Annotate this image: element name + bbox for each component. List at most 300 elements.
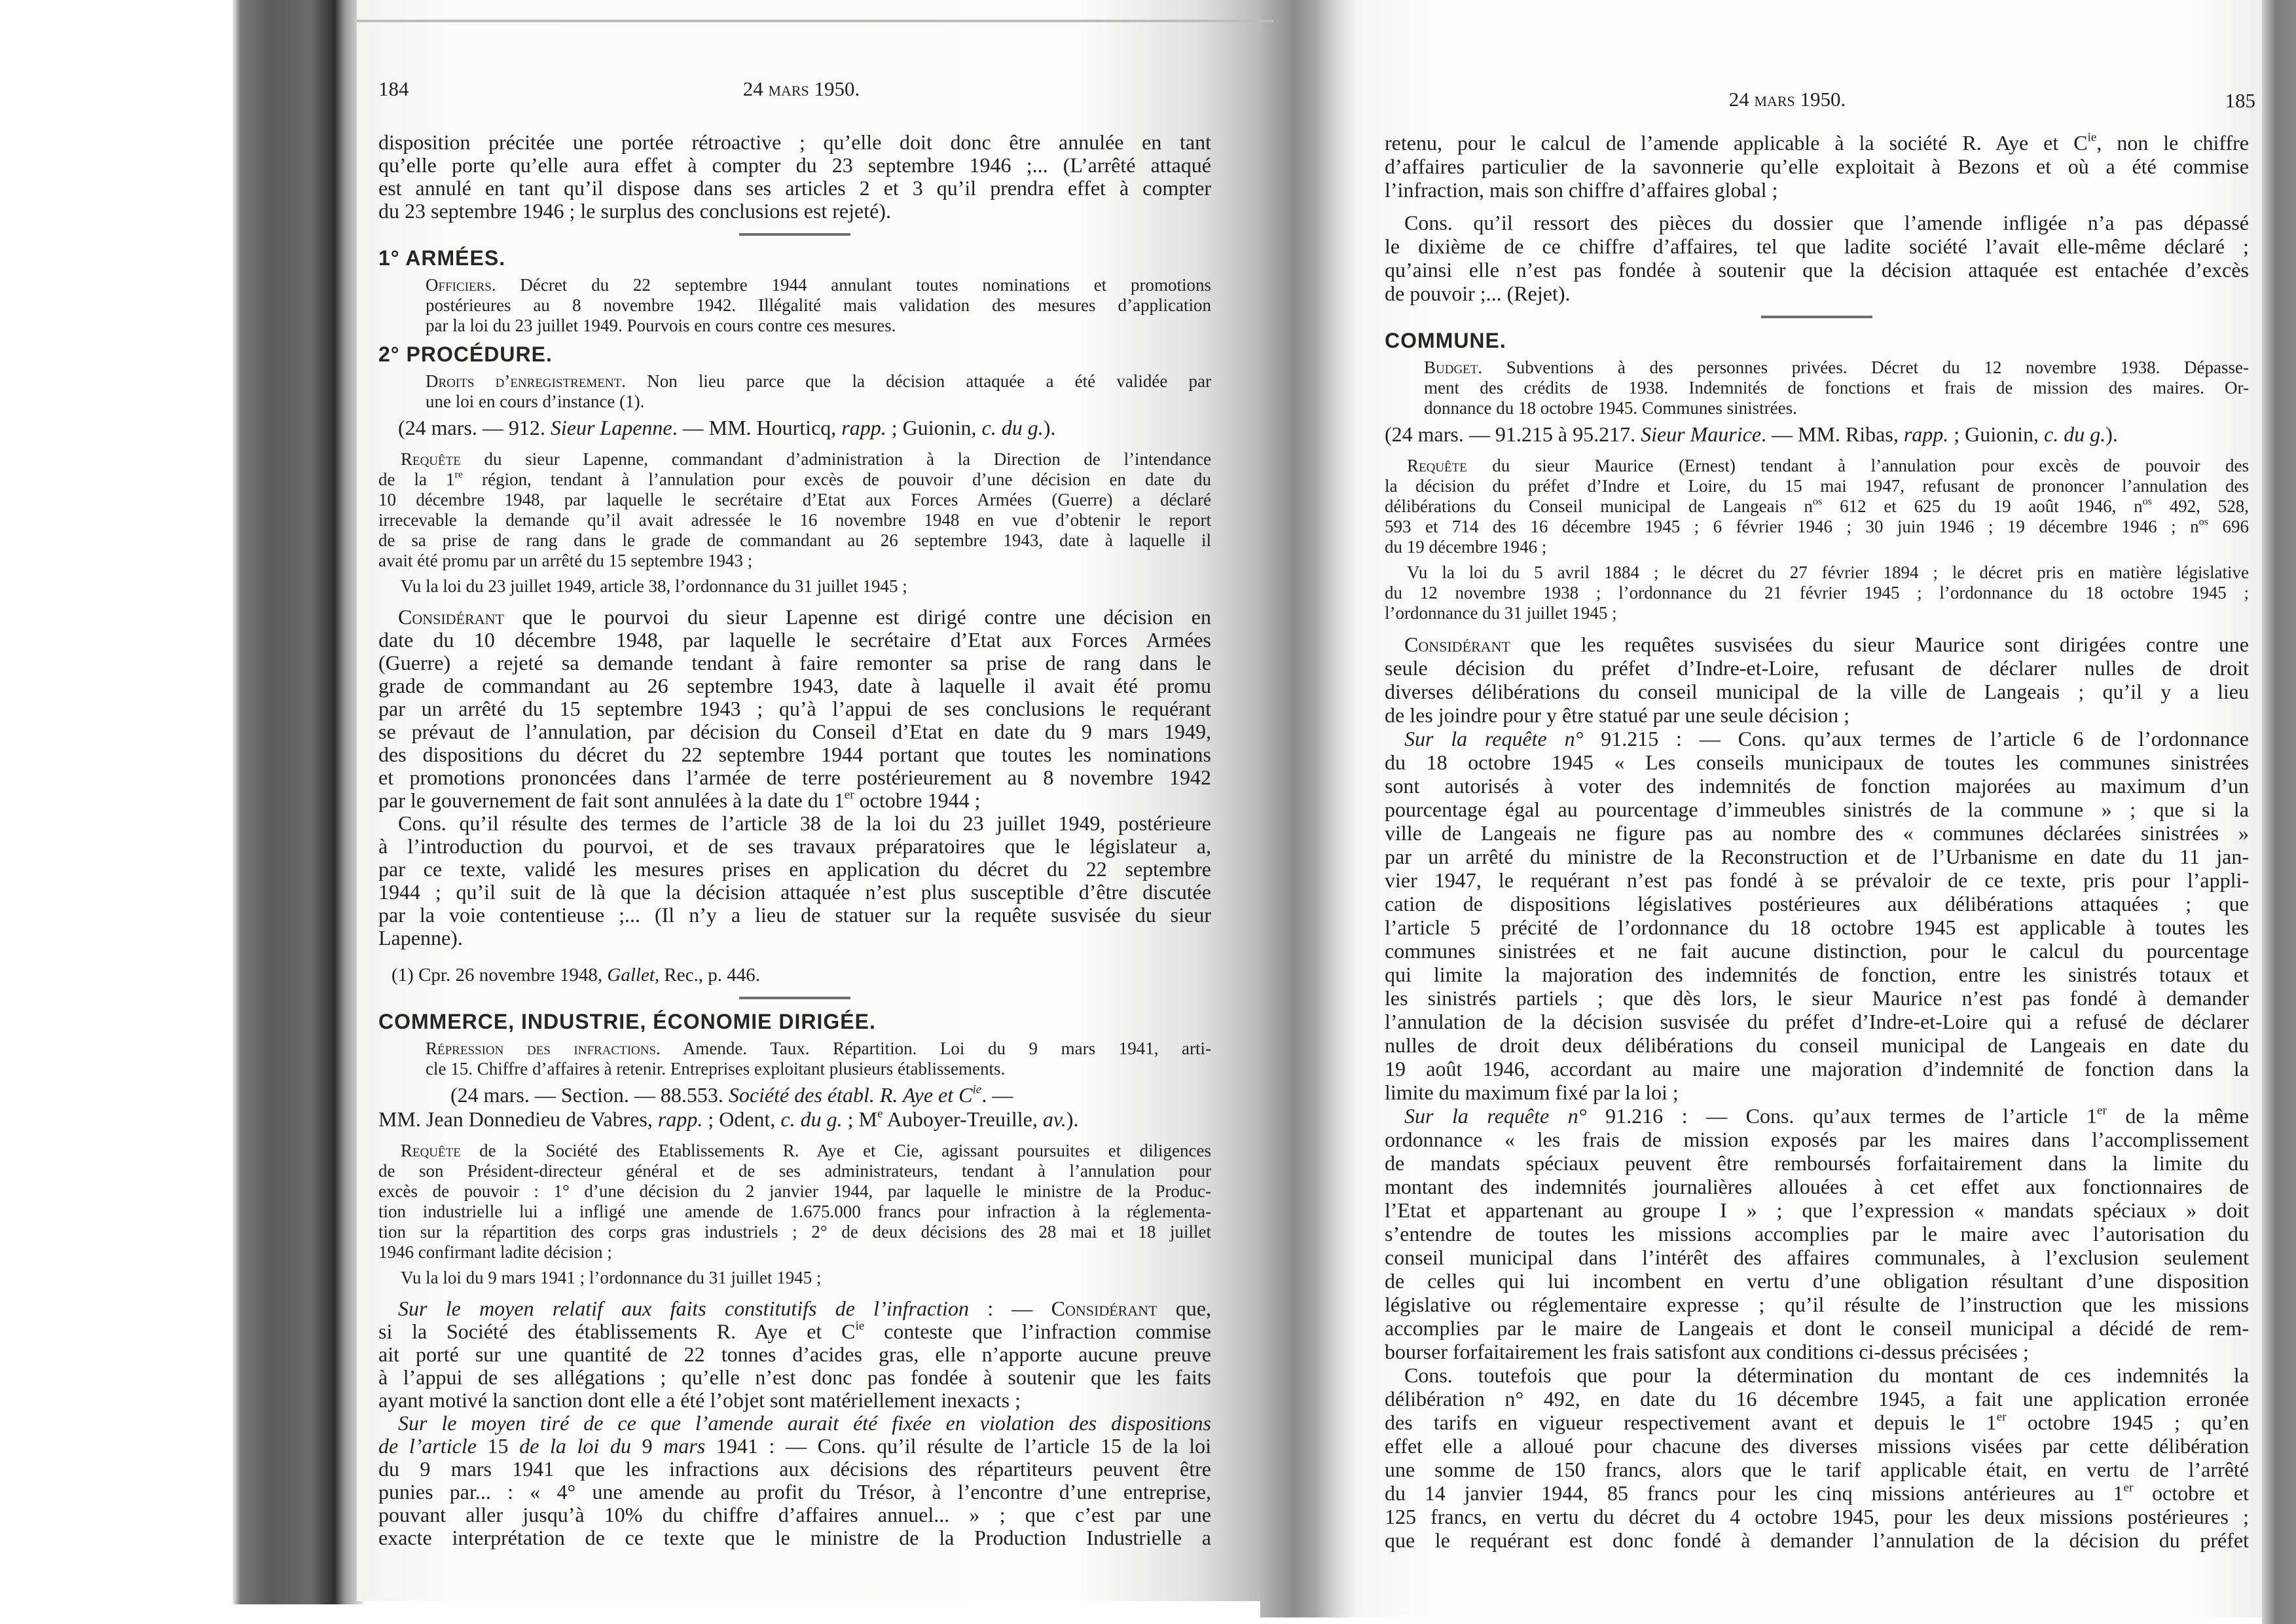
text-run: Vu la loi du 5 avril 1884 ; le décret du 27 février 1894 ; le décret pris en matière législative [1407, 563, 2249, 582]
text-run: . — MM. Hourticq, [672, 416, 842, 439]
text-line [378, 576, 1211, 597]
text-line [378, 1181, 1211, 1202]
text-run: ; M [842, 1107, 877, 1131]
text-line [378, 652, 1211, 674]
text-line [378, 200, 1211, 223]
text-line [378, 881, 1211, 904]
text-run: retenu, pour le calcul de l’amende applicable à la société R. Aye et C [1385, 131, 2088, 155]
italic-text: Sur la requête n° [1404, 727, 1584, 750]
text-line [426, 371, 1211, 392]
text-run: octobre 1945 ; qu’en [2006, 1411, 2250, 1434]
superscript: re [454, 468, 464, 481]
text-run: pouvant aller jusqu’à 10% du chiffre d’affaires annuel... » ; que c’est par une [378, 1503, 1211, 1526]
text-line [1385, 868, 2249, 892]
text-line [378, 131, 1211, 154]
text-line [378, 697, 1211, 720]
text-run: de la même [2106, 1104, 2250, 1128]
text-line [1385, 798, 2249, 821]
running-head-date [1385, 88, 2190, 111]
small-caps-text: Requête [401, 1141, 461, 1160]
text-run: Vu la loi du 23 juillet 1949, article 38, l’ordonnance du 31 juillet 1945 ; [401, 576, 907, 596]
text-run: l’article 5 précité de l’ordonnance du 18 octobre 1945 est applicable à toutes les [1385, 915, 2249, 939]
text-line [1424, 378, 2249, 398]
visa-paragraph [378, 1268, 1211, 1288]
text-line [1385, 1080, 2249, 1104]
text-line [1385, 1434, 2249, 1458]
text-run: 15 [476, 1434, 520, 1458]
text-line [1385, 178, 2249, 202]
text-run: législative ou réglementaire expresse ; qu’il résulte de l’instruction que les missions [1385, 1293, 2249, 1316]
section-divider [739, 997, 850, 999]
text-line [1385, 1458, 2249, 1481]
text-run: d’affaires particulier de la savonnerie qu’elle exploitait à Bezons et où a été commise [1385, 155, 2249, 178]
text-line [1385, 1198, 2249, 1222]
superscript: os [1812, 495, 1823, 507]
text-line [378, 530, 1211, 551]
text-line [1385, 1387, 2249, 1411]
text-line [378, 1242, 1211, 1263]
section-divider [1761, 316, 1872, 318]
text-line [426, 1039, 1211, 1059]
superscript: er [2096, 1103, 2107, 1118]
visa-paragraph [1385, 563, 2249, 623]
text-line [426, 295, 1211, 316]
scan-right-edge [2262, 0, 2296, 1624]
text-run: l’Etat et appartenant au groupe I » ; que l’expression « mandats spéciaux » doit [1385, 1198, 2249, 1222]
body-paragraph [378, 1297, 1211, 1412]
text-run: (1) Cpr. 26 novembre 1948, [392, 965, 608, 986]
text-line [426, 275, 1211, 295]
visa-paragraph [378, 576, 1211, 597]
text-run: la décision du préfet d’Indre et Loire, du 15 mai 1947, refusant de prononcer l’annulation des [1385, 476, 2249, 496]
text-line [378, 1366, 1211, 1389]
text-run: postérieures au 8 novembre 1942. Illégalité mais validation des mesures d’application [426, 295, 1211, 315]
text-line [378, 177, 1211, 200]
text-run: ayant motivé la sanction dont elle a été l’objet sont matériellement inexacts ; [378, 1388, 1021, 1412]
section-heading [378, 1010, 1211, 1033]
text-line [1385, 282, 2249, 305]
text-run: de pouvoir ;... (Rejet). [1385, 282, 1571, 305]
text-line [1385, 1128, 2249, 1151]
text-line [1385, 476, 2249, 496]
text-run: du 14 janvier 1944, 85 francs pour les cinq missions antérieures au 1 [1385, 1481, 2124, 1505]
text-line [1385, 774, 2249, 798]
text-run: 91.216 : — Cons. qu’aux termes de l’article 1 [1586, 1104, 2097, 1128]
text-run: ; Odent, [702, 1107, 781, 1131]
case-citation [378, 1083, 1211, 1132]
body-paragraph [1385, 727, 2249, 1104]
text-line [378, 1297, 1211, 1320]
text-run: qu’elle porte qu’elle aura effet à compter du 23 septembre 1946 ;... (L’arrêté attaqué [378, 153, 1211, 177]
text-line [378, 674, 1211, 697]
text-run: 1950. [1795, 88, 1846, 111]
body-paragraph [378, 812, 1211, 950]
text-run: est annulé en tant qu’il dispose dans ses articles 2 et 3 qu’il prendra effet à compter [378, 176, 1211, 200]
text-run: . Décret du 22 septembre 1944 annulant toutes nominations et promotions [491, 275, 1211, 295]
text-run: . — MM. Ribas, [1761, 422, 1904, 446]
italic-text: mars [663, 1434, 706, 1458]
text-line [1385, 1340, 2249, 1363]
text-run: par la voie contentieuse ;... (Il n’y a lieu de statuer sur la requête susvisée du sieur [378, 903, 1211, 927]
text-line [378, 490, 1211, 510]
italic-text: c. du g. [2044, 422, 2106, 446]
text-line [1385, 750, 2249, 774]
text-line [1385, 258, 2249, 282]
text-line [378, 766, 1211, 789]
text-run: de sa prise de rang dans le grade de commandant au 26 septembre 1943, date à laquelle il [378, 530, 1211, 550]
text-run: nulles de droit deux délibérations du conseil municipal de Langeais en date du [1385, 1033, 2249, 1057]
italic-text: de la loi du [519, 1434, 631, 1458]
text-run: 24 [1728, 88, 1755, 111]
text-run: 9 [630, 1434, 664, 1458]
section-divider [739, 233, 850, 236]
text-line [1385, 915, 2249, 939]
case-summary [378, 1039, 1211, 1079]
text-line [378, 1141, 1211, 1161]
text-run: octobre et [2133, 1481, 2250, 1505]
text-run: s’entendre de toutes les missions accomplies par le maire avec l’autorisation du [1385, 1222, 2249, 1246]
text-line [1385, 986, 2249, 1010]
italic-text: rapp. [841, 416, 886, 439]
text-line [378, 416, 1211, 440]
text-run: octobre 1944 ; [854, 788, 981, 812]
italic-text: c. du g. [780, 1107, 843, 1131]
text-run: 1944 ; qu’il suit de là que la décision attaquée n’est plus susceptible d’être discutée [378, 880, 1211, 904]
text-run: conseil municipal dans l’intérêt des affaires communales, à l’exclusion seulement [1385, 1246, 2249, 1269]
small-caps-text: mars [768, 77, 809, 100]
text-run: du 19 décembre 1946 ; [1385, 537, 1547, 557]
text-line [378, 606, 1211, 629]
text-line [1385, 963, 2249, 986]
case-summary [1385, 358, 2249, 418]
text-line [378, 629, 1211, 652]
text-run: avait été promu par un arrêté du 15 septembre 1943 ; [378, 551, 753, 570]
text-line [1385, 656, 2249, 680]
text-run: ; Guionin, [886, 416, 982, 439]
text-line [378, 1083, 1211, 1107]
text-run: que les requêtes susvisées du sieur Maurice sont dirigées contre une [1510, 633, 2249, 656]
text-line [378, 1412, 1211, 1435]
body-paragraph [1385, 1104, 2249, 1363]
text-run: 612 et 625 du 19 août 1946, n [1822, 496, 2143, 516]
continued-paragraph [378, 131, 1211, 223]
text-run: 1941 : — Cons. qu’il résulte de l’article 15 de la loi [705, 1434, 1212, 1458]
page-number: 185 [2225, 89, 2255, 112]
text-run: des dispositions du décret du 22 septembre 1944 portant que toutes les nominations [378, 743, 1211, 766]
text-run: qu’ainsi elle n’est pas fondée à soutenir que la décision attaquée est entachée d’excès [1385, 258, 2249, 282]
text-run: de celles qui lui incombent en vertu d’une obligation résultant d’une disposition [1385, 1269, 2249, 1293]
text-run: Lapenne). [378, 926, 463, 950]
italic-text: Gallet [607, 965, 655, 986]
text-line [378, 720, 1211, 743]
text-line [1424, 398, 2249, 418]
small-caps-text: Considérant [1404, 633, 1510, 656]
section-heading [378, 246, 1211, 270]
text-line [378, 154, 1211, 177]
text-run: montant des indemnités journalières allouées à cet effet aux fonctionnaires de [1385, 1175, 2249, 1198]
text-line [1385, 1151, 2249, 1175]
small-caps-text: Officiers [426, 275, 492, 295]
text-line [1385, 680, 2249, 703]
text-line [1385, 1481, 2249, 1505]
italic-text: Sur la requête n° [1404, 1104, 1587, 1128]
superscript: er [1996, 1410, 2007, 1424]
text-run: Cons. qu’il ressort des pièces du dossier que l’amende infligée n’a pas dépassé [1404, 211, 2249, 234]
superscript: os [2198, 515, 2209, 528]
body-paragraph [378, 1412, 1211, 1549]
text-run: ; Guionin, [1948, 422, 2045, 446]
text-line [378, 1389, 1211, 1412]
text-run: accomplies par le maire de Langeais et dont le conseil municipal a décidé de rem- [1385, 1316, 2249, 1340]
italic-text: rapp. [1903, 422, 1949, 446]
text-run: ). [1043, 416, 1056, 439]
text-run: du 9 mars 1941 que les infractions aux décisions des répartiteurs peuvent être [378, 1457, 1211, 1481]
text-run: 696 [2208, 517, 2249, 536]
text-line [378, 1526, 1211, 1549]
text-line [1385, 1222, 2249, 1246]
text-run: disposition précitée une portée rétroactive ; qu’elle doit donc être annulée en tant [378, 130, 1211, 154]
italic-text: av. [1042, 1107, 1066, 1131]
footnote [378, 964, 1211, 986]
text-line [378, 1107, 1211, 1132]
text-run: Cons. qu’il résulte des termes de l’article 38 de la loi du 23 juillet 1949, postérieure [398, 811, 1211, 835]
text-run: que, [1157, 1297, 1212, 1320]
page-text-column [1385, 131, 2249, 1552]
text-run: 24 [742, 77, 769, 100]
text-line [1385, 1057, 2249, 1080]
requete-paragraph [378, 449, 1211, 571]
text-line [1385, 537, 2249, 557]
text-run: de les joindre pour y être statué par une seule décision ; [1385, 703, 1850, 727]
text-run: 492, 528, [2151, 496, 2249, 516]
text-line [1385, 939, 2249, 963]
text-line [378, 858, 1211, 881]
text-line [1385, 1316, 2249, 1340]
text-run: l’annulation de la décision susvisée du préfet d’Indre-et-Loire qui a refusé de déclarer [1385, 1010, 2249, 1033]
text-line [1385, 1528, 2249, 1552]
text-line [1385, 821, 2249, 845]
text-run: ait porté sur une quantité de 22 tonnes d’acides gras, elle n’apporte aucune preuve [378, 1342, 1211, 1366]
text-run: par un arrêté du 15 septembre 1943 ; qu’à l’appui de ses conclusions le requérant [378, 697, 1211, 720]
text-line [378, 510, 1211, 530]
text-run: MM. Jean Donnedieu de Vabres, [378, 1107, 658, 1131]
text-line [1385, 1246, 2249, 1269]
text-run: par un arrêté du ministre de la Reconstruction et de l’Urbanisme en date du 11 jan- [1385, 845, 2249, 868]
small-caps-text: Considérant [398, 605, 504, 629]
text-run: par ce texte, validé les mesures prises en application du décret du 22 septembre [378, 857, 1211, 881]
text-run: sont autorisés à voter des indemnités de fonction majorées au maximum d’un [1385, 774, 2249, 798]
text-line [426, 316, 1211, 336]
text-run: grade de commandant au 26 septembre 1943, date à laquelle il avait été promu [378, 674, 1211, 697]
small-caps-text: Requête [1407, 456, 1467, 475]
text-line [1385, 1104, 2249, 1128]
text-run: (24 mars. — Section. — 88.553. [450, 1083, 729, 1107]
text-line [378, 1161, 1211, 1181]
text-run: cation de dispositions législatives postérieures aux délibérations attaquées ; que [1385, 892, 2249, 915]
text-run: tion sur la répartition des corps gras industriels ; 2° de deux décisions des 28 mai et 18 juillet [378, 1222, 1211, 1242]
text-line [378, 1458, 1211, 1481]
text-line [1385, 845, 2249, 868]
text-run: une loi en cours d’instance (1). [426, 392, 645, 411]
running-head-date [378, 77, 1211, 101]
text-run: que le requérant est donc fondé à demander l’annulation de la décision du préfet [1385, 1528, 2249, 1552]
text-run: délibération n° 492, en date du 16 décembre 1945, a fait une application erronée [1385, 1387, 2249, 1411]
text-run: . — [981, 1083, 1013, 1107]
text-run: donnance du 18 octobre 1945. Communes sinistrées. [1424, 398, 1797, 418]
text-run: , non le chiffre [2096, 131, 2249, 155]
text-run: punies par... : « 4° une amende au profit du Trésor, à l’encontre d’une entreprise, [378, 1480, 1211, 1504]
text-run: de son Président-directeur général et de ses administrateurs, tendant à l’annulation pour [378, 1161, 1211, 1181]
text-run: et promotions prononcées dans l’armée de terre postérieurement au 8 novembre 1942 [378, 766, 1211, 789]
text-run: bourser forfaitairement les frais satisfont aux conditions ci-dessus précisées ; [1385, 1340, 2029, 1363]
text-run: cle 15. Chiffre d’affaires à retenir. Entreprises exploitant plusieurs établissements. [426, 1059, 1006, 1079]
text-run: ). [2105, 422, 2118, 446]
text-run: à l’introduction du pourvoi, et de ses travaux préparatoires que le législateur a, [378, 834, 1211, 858]
text-line [378, 789, 1211, 812]
text-line [1385, 1363, 2249, 1387]
text-line [1385, 155, 2249, 178]
superscript: ie [855, 1319, 865, 1333]
text-line [1385, 892, 2249, 915]
continued-paragraph [1385, 131, 2249, 202]
text-run: les sinistrés partiels ; que dès lors, le sieur Maurice n’est pas fondé à demander [1385, 986, 2249, 1010]
text-run: vier 1947, le requérant n’est pas fondé à se prévaloir de ce texte, pris pour l’appli- [1385, 868, 2249, 892]
text-line [378, 342, 1211, 366]
page-number: 184 [378, 77, 409, 100]
italic-text: c. du g. [981, 416, 1044, 439]
text-run: que le pourvoi du sieur Lapenne est dirigé contre une décision en [503, 605, 1211, 629]
superscript: e [877, 1107, 883, 1121]
text-run: 1° ARMÉES. [378, 246, 506, 270]
text-run: irrecevable la demande qu’il avait adressée le 16 novembre 1948 en vue d’obtenir le report [378, 510, 1211, 530]
superscript: os [2142, 495, 2152, 507]
text-run: 1946 confirmant ladite décision ; [378, 1242, 612, 1262]
superscript: er [844, 788, 854, 802]
text-run: ordonnance « les frais de mission exposés par les maires dans l’accomplissement [1385, 1128, 2249, 1151]
text-run: l’infraction, mais son chiffre d’affaires global ; [1385, 178, 1778, 202]
text-line [378, 1481, 1211, 1504]
text-run: (Guerre) a rejeté sa demande tendant à faire remonter sa prise de rang dans le [378, 651, 1211, 674]
text-run: du sieur Maurice (Ernest) tendant à l’annulation pour excès de pouvoir des [1467, 456, 2249, 475]
text-line [1385, 583, 2249, 603]
text-line [378, 812, 1211, 835]
section-heading [1385, 329, 2249, 352]
text-run: (24 mars. — 91.215 à 95.217. [1385, 422, 1641, 446]
text-run: du 12 novembre 1938 ; l’ordonnance du 21 février 1945 ; l’ordonnance du 18 octobre 1945 ; [1385, 583, 2249, 602]
body-paragraph [1385, 211, 2249, 305]
text-run: des tarifs en vigueur respectivement avant et depuis le 1 [1385, 1411, 1997, 1434]
text-line [1385, 329, 2249, 352]
text-run: pourcentage égal au pourcentage d’immeubles sinistrés de la commune » ; que si la [1385, 798, 2249, 821]
text-run: de la 1 [378, 470, 455, 489]
text-run: excès de pouvoir : 1° d’une décision du 2 janvier 1944, par laquelle le ministre de la Produc- [378, 1181, 1211, 1201]
text-line [378, 1268, 1211, 1288]
text-run: COMMUNE. [1385, 329, 1506, 352]
text-line [1385, 1269, 2249, 1293]
text-line [378, 246, 1211, 270]
text-run: limite du maximum fixé par la loi ; [1385, 1080, 1679, 1104]
text-line [1385, 703, 2249, 727]
text-run: Auboyer-Treuille, [883, 1107, 1043, 1131]
text-run: 19 août 1946, accordant au maire une majoration d’indemnité de fonction dans la [1385, 1057, 2249, 1080]
text-run: du sieur Lapenne, commandant d’administration à la Direction de l’intendance [460, 449, 1211, 469]
text-run: ment des crédits de 1938. Indemnités de fonctions et frais de mission des maires. Or- [1424, 378, 2249, 397]
italic-text: Sur le moyen relatif aux faits constitutifs de l’infraction [398, 1297, 969, 1320]
text-run: 10 décembre 1948, par laquelle le secrétaire d’Etat aux Forces Armées (Guerre) a déclaré [378, 490, 1211, 509]
text-run: 2° PROCÉDURE. [378, 342, 553, 366]
text-run: , Rec., p. 446. [654, 965, 761, 986]
italic-text: Sur le moyen tiré de ce que l’amende aurait été fixée en violation des dispositions [398, 1411, 1211, 1435]
text-line [1385, 1411, 2249, 1434]
text-run: Cons. toutefois que pour la détermination du montant de ces indemnités la [1404, 1363, 2249, 1387]
small-caps-text: mars [1754, 88, 1795, 111]
text-line [1385, 517, 2249, 537]
italic-text: de l’article [378, 1434, 477, 1458]
text-run: se prévaut de l’annulation, par décision du Conseil d’Etat en date du 9 mars 1949, [378, 720, 1211, 743]
text-run: qui limite la majoration des indemnités de fonction, entre les sinistrés totaux et [1385, 963, 2249, 986]
text-line [378, 904, 1211, 927]
text-line [378, 1010, 1211, 1033]
text-line [392, 964, 1211, 986]
case-citation [1385, 422, 2249, 447]
text-line [378, 470, 1211, 490]
small-caps-text: Considérant [1051, 1297, 1157, 1320]
text-line [378, 1435, 1211, 1458]
italic-text: Sieur Lapenne [550, 416, 672, 439]
text-line [1385, 456, 2249, 476]
italic-text: rapp. [657, 1107, 703, 1131]
text-line [426, 1059, 1211, 1079]
text-run: communes sinistrées et ne fait aucune distinction, pour le calcul du pourcentage [1385, 939, 2249, 963]
text-run: l’ordonnance du 31 juillet 1945 ; [1385, 603, 1617, 623]
text-line [1385, 1010, 2249, 1033]
text-run: de la Société des Etablissements R. Aye et Cie, agissant poursuites et diligences [460, 1141, 1211, 1160]
text-run: si la Société des établissements R. Aye et C [378, 1320, 856, 1343]
text-run: délibérations du Conseil municipal de Langeais n [1385, 496, 1813, 516]
text-run: à l’appui de ses allégations ; qu’elle n’est donc pas fondée à soutenir que les faits [378, 1365, 1211, 1389]
text-run: région, tendant à l’annulation pour excès de pouvoir d’une décision en date du [463, 470, 1211, 489]
text-line [1385, 563, 2249, 583]
text-line [378, 1320, 1211, 1343]
text-line [1385, 603, 2249, 623]
scan-top-edge [357, 20, 1273, 22]
small-caps-text: Budget [1424, 358, 1478, 377]
superscript: ie [972, 1082, 982, 1097]
text-run: du 23 septembre 1946 ; le surplus des conclusions est rejeté). [378, 199, 891, 223]
text-run: (24 mars. — 912. [398, 416, 551, 439]
text-line [1424, 358, 2249, 378]
text-run: 1950. [809, 77, 860, 100]
text-run: 91.215 : — Cons. qu’aux termes de l’article 6 de l’ordonnance [1583, 727, 2250, 750]
text-run: . Non lieu parce que la décision attaquée a été validée par [621, 371, 1211, 391]
text-run: exacte interprétation de ce texte que le ministre de la Production Industrielle a [378, 1526, 1211, 1549]
text-line [1385, 1505, 2249, 1528]
requete-paragraph [1385, 456, 2249, 557]
text-run: COMMERCE, INDUSTRIE, ÉCONOMIE DIRIGÉE. [378, 1010, 876, 1033]
text-line [378, 551, 1211, 571]
text-line [1385, 727, 2249, 750]
text-run: ville de Langeais ne figure pas au nombre des « communes déclarées sinistrées » [1385, 821, 2249, 845]
text-run: une somme de 150 francs, alors que le tarif applicable était, en vertu de l’arrêté [1385, 1458, 2249, 1481]
requete-paragraph [378, 1141, 1211, 1263]
text-run: . Subventions à des personnes privées. Décret du 12 novembre 1938. Dépasse- [1478, 358, 2249, 377]
text-line [1385, 496, 2249, 517]
text-line [378, 449, 1211, 470]
text-line [1385, 131, 2249, 155]
text-line [378, 1343, 1211, 1366]
text-line [1385, 1293, 2249, 1316]
text-run: conteste que l’infraction commise [864, 1320, 1211, 1343]
